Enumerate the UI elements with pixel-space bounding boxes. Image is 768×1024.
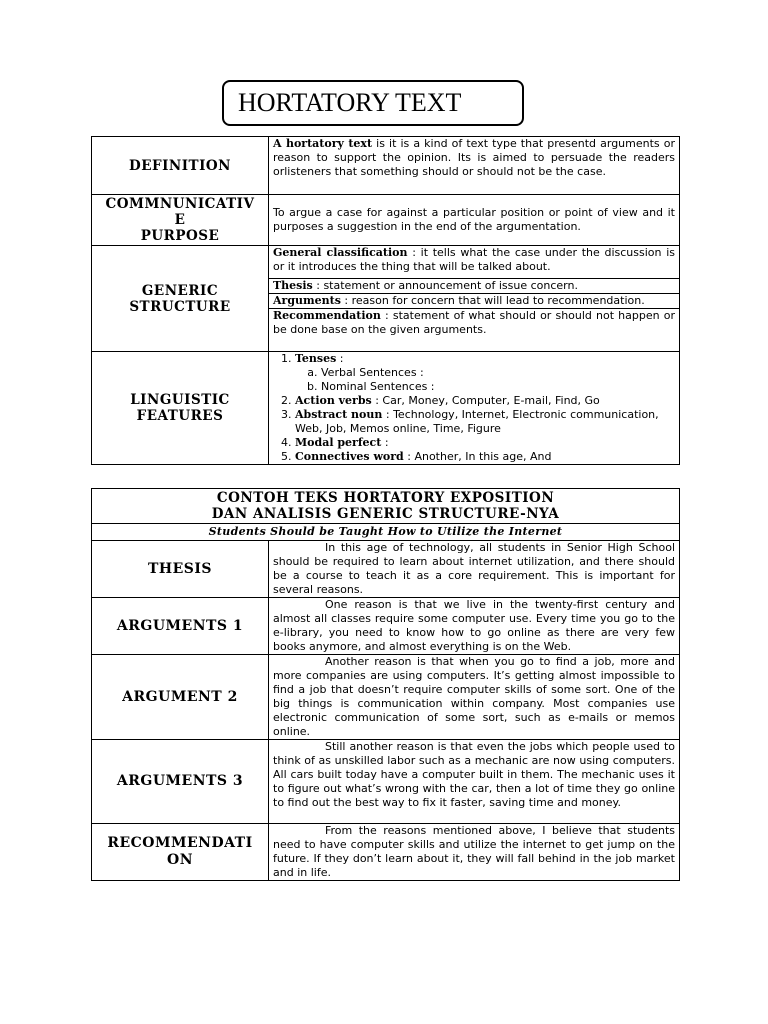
list-item: b. Nominal Sentences : (321, 380, 675, 394)
tenses-term: Tenses (295, 352, 337, 365)
thesis-text: : statement or announcement of issue concern. (312, 279, 578, 292)
linguistic-features-label (92, 352, 269, 465)
list-item: a. Verbal Sentences : (321, 366, 675, 380)
connectives-text: : Another, In this age, And (403, 450, 552, 463)
general-classification (269, 246, 679, 279)
list-item (295, 408, 675, 436)
linguistic-label-line2: FEATURES (136, 408, 224, 424)
generic-structure-cell (269, 246, 680, 352)
list-item (295, 352, 675, 394)
arguments-1-label: ARGUMENTS 1 (92, 598, 269, 655)
argument-2-paragraph: Another reason is that when you go to find a job, more and more companies are using computers. It’s getting almost impossible to find a job that doesn’t require computer skills of some sort. One of the big things is communication within company. Most companies use electronic communication of some sort, such as e-mails or memos online. (269, 655, 680, 740)
modal-perfect-text: : (381, 436, 389, 449)
arguments-1-paragraph: One reason is that we live in the twenty-first century and almost all classes require some computer use. Every time you go to the e-library, you need to know how to go online as there are very few books anymore, and almost everything is on the Web. (269, 598, 680, 655)
generic-label-line1: GENERIC (141, 282, 219, 299)
arguments-definition (269, 294, 679, 309)
purpose-label (92, 195, 269, 246)
recommendation-label-line1: RECOMMENDATI (107, 835, 253, 851)
example-analysis-table (91, 488, 680, 881)
general-classification-term: General classification (273, 246, 408, 259)
arguments-3-label: ARGUMENTS 3 (92, 740, 269, 824)
definition-text (269, 137, 680, 195)
thesis-definition (269, 279, 679, 294)
purpose-label-line2: E (174, 212, 186, 228)
purpose-text: To argue a case for against a particular position or point of view and it purposes a suggestion in the end of the argumentation. (269, 195, 680, 246)
definition-label: DEFINITION (92, 137, 269, 195)
recommendation-text: : statement of what should or should not happen or be done base on the given arguments. (273, 309, 675, 336)
features-list (273, 352, 675, 464)
example-heading (92, 489, 680, 524)
linguistic-label-line1: LINGUISTIC (130, 392, 230, 408)
list-item (295, 450, 675, 464)
thesis-term: Thesis (273, 279, 313, 292)
argument-2-label: ARGUMENT 2 (92, 655, 269, 740)
example-heading-line1: CONTOH TEKS HORTATORY EXPOSITION (216, 490, 555, 506)
recommendation-row-label (92, 824, 269, 881)
arguments-3-paragraph: Still another reason is that even the jobs which people used to think of as unskilled labor such as a mechanic are now using computers. All cars built today have a computer built in them. The mechanic uses it to figure out what’s wrong with the car, then a lot of time they go online to find out the best way to fix it faster, saving time and money. (269, 740, 680, 824)
page-title: HORTATORY TEXT (222, 80, 524, 126)
action-verbs-text: : Car, Money, Computer, E-mail, Find, Go (371, 394, 600, 407)
recommendation-paragraph: From the reasons mentioned above, I believe that students need to have computer skills and utilize the internet to get jump on the future. If they don’t learn about it, they will fall behind in the job market and in life. (269, 824, 680, 881)
recommendation-label-line2: ON (167, 852, 193, 868)
purpose-label-line1: COMMNUNICATIV (105, 196, 255, 212)
list-item (295, 436, 675, 450)
arguments-text: : reason for concern that will lead to recommendation. (340, 294, 645, 307)
generic-label-line2: STRUCTURE (129, 298, 231, 315)
abstract-noun-term: Abstract noun (295, 408, 383, 421)
linguistic-features-list (269, 352, 680, 465)
definition-body: is it is a kind of text type that presentd arguments or reason to support the opinion. Its is aimed to persuade the readers orlisteners that something should or should not be the case. (273, 137, 675, 178)
thesis-paragraph: In this age of technology, all students in Senior High School should be required to learn about internet utilization, and there should be a course to teach it as a core requirement. This is important for several reasons. (269, 541, 680, 598)
recommendation-definition (269, 309, 679, 337)
modal-perfect-term: Modal perfect (295, 436, 382, 449)
hortatory-summary-table (91, 136, 680, 465)
general-classification-text: : it tells what the case under the discussion is or it introduces the thing that will be talked about. (273, 246, 675, 273)
generic-structure-label (92, 246, 269, 352)
abstract-noun-text: : Technology, Internet, Electronic communication, Web, Job, Memos online, Time, Figure (295, 408, 659, 435)
example-heading-line2: DAN ANALISIS GENERIC STRUCTURE-NYA (211, 506, 560, 522)
thesis-row-label: THESIS (92, 541, 269, 598)
recommendation-term: Recommendation (273, 309, 381, 322)
list-item (295, 394, 675, 408)
connectives-term: Connectives word (295, 450, 404, 463)
arguments-term: Arguments (273, 294, 341, 307)
example-title: Students Should be Taught How to Utilize the Internet (92, 524, 680, 541)
action-verbs-term: Action verbs (295, 394, 372, 407)
purpose-label-line3: PURPOSE (140, 228, 220, 244)
definition-term: A hortatory text (273, 137, 373, 150)
tenses-colon: : (336, 352, 344, 365)
